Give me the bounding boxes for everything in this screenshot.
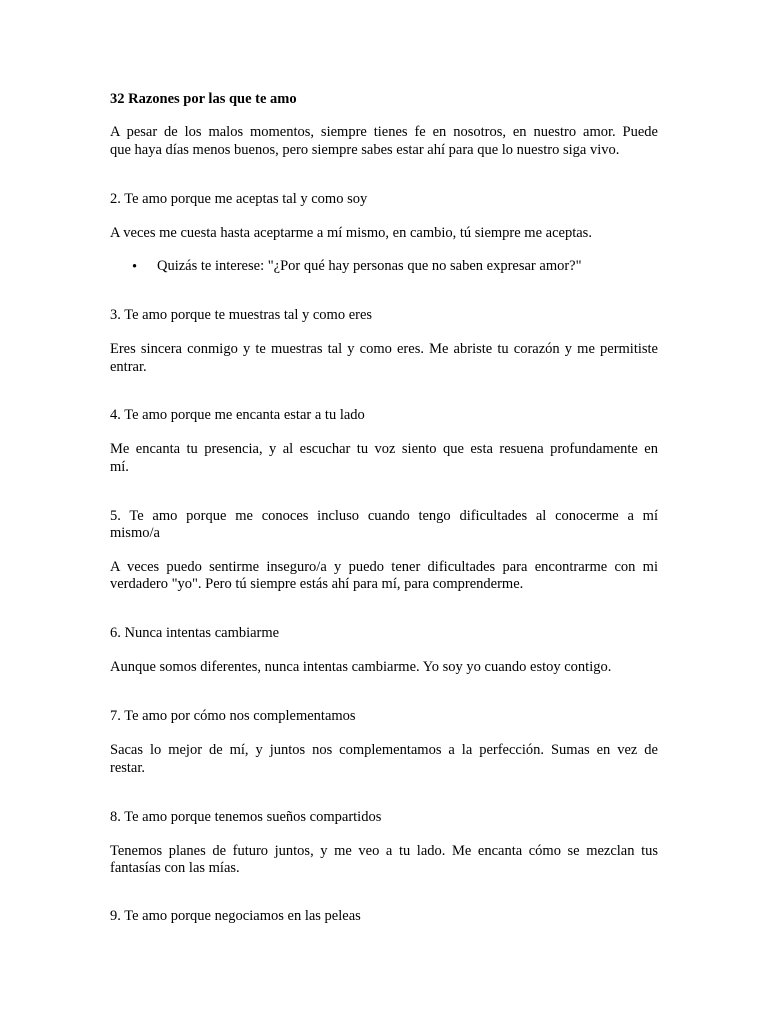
section-body-3-line-2: entrar. <box>110 359 147 375</box>
section-body-2: A veces me cuesta hasta aceptarme a mí mismo, en cambio, tú siempre me aceptas. <box>110 225 592 241</box>
intro-line-1: A pesar de los malos momentos, siempre tienes fe en nosotros, en nuestro amor. Puede <box>110 124 658 140</box>
section-heading-5-line-1: 5. Te amo porque me conoces incluso cuando tengo dificultades al conocerme a mí <box>110 508 658 524</box>
section-body-4-line-1: Me encanta tu presencia, y al escuchar tu voz siento que esta resuena profundamente en <box>110 441 658 457</box>
related-article-link[interactable]: Quizás te interese: "¿Por qué hay personas que no saben expresar amor?" <box>157 258 582 274</box>
section-heading-3: 3. Te amo porque te muestras tal y como eres <box>110 307 373 323</box>
section-body-8-line-1: Tenemos planes de futuro juntos, y me veo a tu lado. Me encanta cómo se mezclan tus <box>110 843 658 859</box>
section-body-5-line-1: A veces puedo sentirme inseguro/a y puedo tener dificultades para encontrarme con mi <box>110 559 658 575</box>
document-title: 32 Razones por las que te amo <box>110 91 297 107</box>
document-page <box>110 0 658 1024</box>
section-body-8-line-2: fantasías con las mías. <box>110 860 240 876</box>
section-heading-4: 4. Te amo porque me encanta estar a tu lado <box>110 407 365 423</box>
section-heading-6: 6. Nunca intentas cambiarme <box>110 625 280 641</box>
section-heading-8: 8. Te amo porque tenemos sueños compartidos <box>110 809 382 825</box>
section-body-3-line-1: Eres sincera conmigo y te muestras tal y como eres. Me abriste tu corazón y me permitiste <box>110 341 658 357</box>
section-heading-2: 2. Te amo porque me aceptas tal y como soy <box>110 191 368 207</box>
intro-line-2: que haya días menos buenos, pero siempre sabes estar ahí para que lo nuestro siga vivo. <box>110 142 620 158</box>
section-body-7-line-1: Sacas lo mejor de mí, y juntos nos complementamos a la perfección. Sumas en vez de <box>110 742 658 758</box>
section-body-4-line-2: mí. <box>110 459 129 475</box>
section-body-7-line-2: restar. <box>110 760 146 776</box>
section-heading-5-line-2: mismo/a <box>110 525 160 541</box>
section-body-5-line-2: verdadero "yo". Pero tú siempre estás ahí para mí, para comprenderme. <box>110 576 524 592</box>
bullet-dot-icon: • <box>132 259 138 275</box>
section-body-6: Aunque somos diferentes, nunca intentas cambiarme. Yo soy yo cuando estoy contigo. <box>110 659 612 675</box>
section-heading-7: 7. Te amo por cómo nos complementamos <box>110 708 356 724</box>
section-heading-9: 9. Te amo porque negociamos en las peleas <box>110 908 361 924</box>
